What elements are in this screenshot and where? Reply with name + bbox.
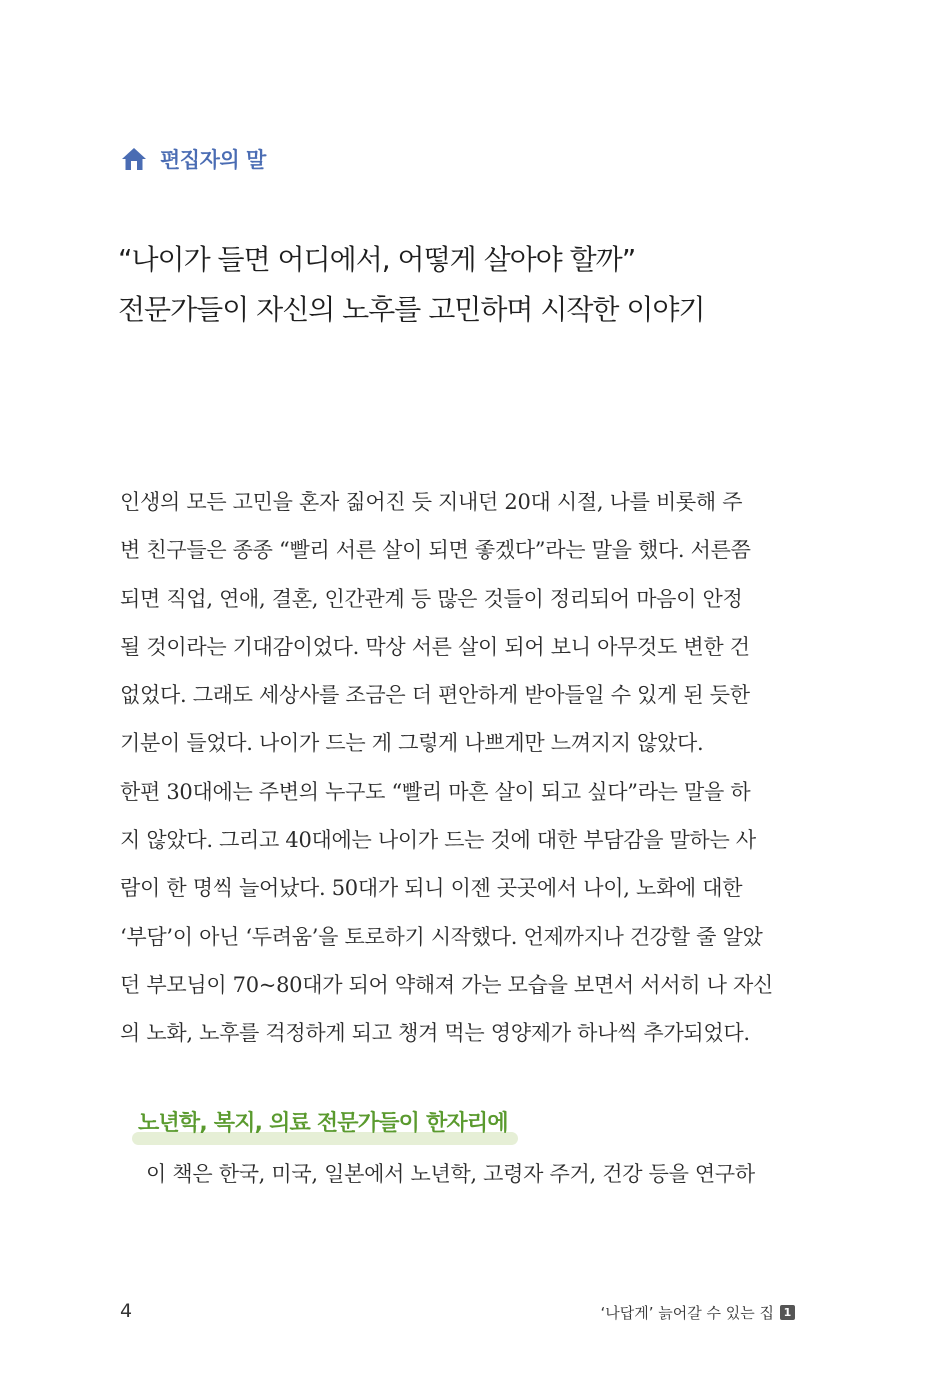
subheading-text: 노년학, 복지, 의료 전문가들이 한자리에 — [138, 1111, 508, 1136]
book-title: ‘나답게’ 늙어갈 수 있는 집 — [600, 1304, 774, 1322]
body-line: 던 부모님이 70~80대가 되어 약해져 가는 모습을 보면서 서서히 나 자신 — [120, 972, 773, 997]
body-line: 의 노화, 노후를 걱정하게 되고 챙겨 먹는 영양제가 하나씩 추가되었다. — [120, 1021, 750, 1046]
running-footer — [600, 1302, 795, 1323]
body-line: 인생의 모든 고민을 혼자 짊어진 듯 지내던 20대 시절, 나를 비롯해 주 — [120, 490, 743, 514]
body-text — [120, 478, 796, 1058]
body-line: 기분이 들었다. 나이가 드는 게 그렇게 나쁘게만 느껴지지 않았다. — [120, 731, 704, 756]
headline-line-1: “나이가 들면 어디에서, 어떻게 살아야 할까” — [118, 243, 636, 276]
section-label: 편집자의 말 — [160, 148, 266, 172]
subheading — [132, 1106, 518, 1137]
continuation-text: 이 책은 한국, 미국, 일본에서 노년학, 고령자 주거, 건강 등을 연구하 — [146, 1162, 755, 1186]
home-icon — [120, 146, 148, 172]
body-line: 지 않았다. 그리고 40대에는 나이가 드는 것에 대한 부담감을 말하는 사 — [120, 828, 756, 853]
body-line: 람이 한 명씩 늘어났다. 50대가 되니 이젠 곳곳에서 나이, 노화에 대한 — [120, 876, 743, 901]
volume-badge: 1 — [780, 1305, 795, 1320]
body-line: 될 것이라는 기대감이었다. 막상 서른 살이 되어 보니 아무것도 변한 건 — [120, 634, 750, 659]
headline — [118, 235, 838, 335]
body-line: 변 친구들은 종종 “빨리 서른 살이 되면 좋겠다”라는 말을 했다. 서른쯤 — [120, 538, 751, 563]
body-line: ‘부담’이 아닌 ‘두려움’을 토로하기 시작했다. 언제까지나 건강할 줄 알았 — [120, 924, 763, 949]
section-header — [120, 144, 266, 174]
body-line: 한편 30대에는 주변의 누구도 “빨리 마흔 살이 되고 싶다”라는 말을 하 — [120, 779, 751, 804]
body-line: 없었다. 그래도 세상사를 조금은 더 편안하게 받아들일 수 있게 된 듯한 — [120, 683, 750, 708]
headline-line-2: 전문가들이 자신의 노후를 고민하며 시작한 이야기 — [118, 293, 705, 326]
body-line: 되면 직업, 연애, 결혼, 인간관계 등 많은 것들이 정리되어 마음이 안정 — [120, 586, 743, 611]
page-number: 4 — [120, 1300, 133, 1322]
